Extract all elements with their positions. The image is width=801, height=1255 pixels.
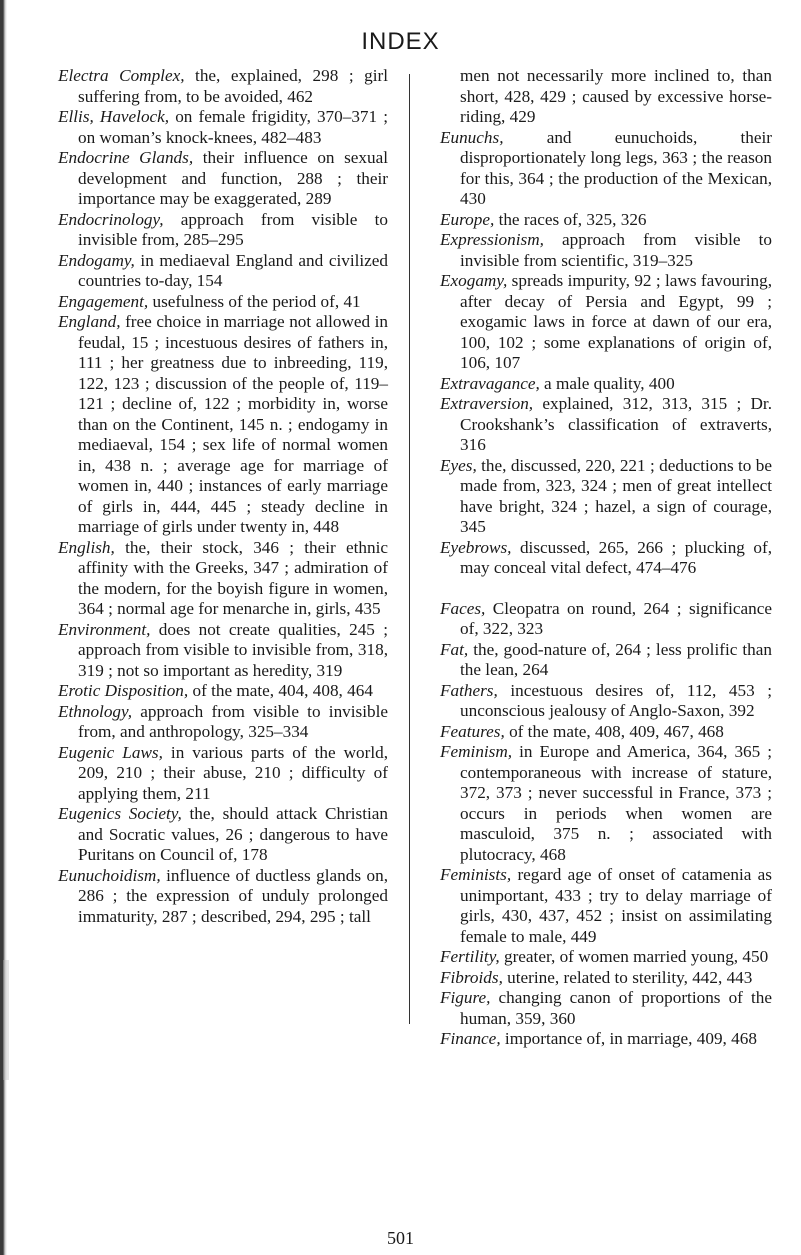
- index-entry: [58, 702, 388, 743]
- entry-text: the, good-nature of, 264 ; less prolific than the lean, 264: [460, 639, 772, 679]
- entry-text: in mediaeval England and civilized countries to-day, 154: [78, 250, 388, 290]
- entry-text: importance of, in marriage, 409, 468: [500, 1029, 757, 1048]
- entry-heading: Extraversion,: [440, 394, 534, 413]
- entry-heading: Fertility,: [440, 947, 500, 966]
- index-entry: [58, 66, 388, 107]
- entry-text: the, explained, 298 ; girl suffering from, to be avoided, 462: [78, 66, 388, 106]
- entry-heading: England,: [58, 312, 121, 331]
- index-entry: [440, 681, 772, 722]
- entry-heading: Engagement,: [58, 291, 149, 311]
- entry-text: spreads impurity, 92 ; laws favouring, after decay of Persia and Egypt, 99 ; exogamic laws in force at dawn of our era, 100, 102 ; some explanations of origin of, 106, 107: [460, 271, 772, 372]
- entry-heading: Figure,: [440, 988, 491, 1007]
- entry-text: the, should attack Christian and Socratic values, 26 ; dangerous to have Puritans on Council of, 178: [78, 804, 388, 864]
- index-entry: [58, 292, 388, 313]
- entry-text: greater, of women married young, 450: [499, 947, 769, 966]
- entry-text: approach from visible to invisible from scientific, 319–325: [460, 230, 772, 270]
- entry-heading: Endocrinology,: [58, 209, 164, 229]
- index-entry: [440, 394, 772, 456]
- entry-text: of the mate, 404, 408, 464: [188, 681, 373, 700]
- entry-text: influence of ductless glands on, 286 ; the expression of unduly prolonged immaturity, 287 ; described, 294, 295 ; tall: [78, 865, 388, 926]
- index-entry: [58, 312, 388, 538]
- entry-text: the, their stock, 346 ; their ethnic affinity with the Greeks, 347 ; admiration of the modern, for the boyish figure in women, 364 ; normal age for menarche in, girls, 435: [78, 537, 388, 618]
- entry-heading: Eunuchs,: [440, 127, 504, 147]
- entry-text: free choice in marriage not allowed in feudal, 15 ; incestuous desires of fathers in, 111 ; her greatness due to inbreeding, 119, 122, 123 ; discussion of the people of, 119–121 ; decline of, 122 ; morbidity in, worse than on the Continent, 145 n. ; endogamy in mediaeval, 154 ; sex life of normal women in, 438 n. ; average age for marriage of women in, 440 ; instances of early marriage of girls in, 444, 445 ; steady decline in marriage of girls under twenty in, 448: [78, 312, 388, 536]
- entry-heading: Feminists,: [440, 865, 512, 884]
- index-entry: [440, 722, 772, 743]
- index-entry: [440, 1029, 772, 1050]
- entry-text: changing canon of proportions of the human, 359, 360: [460, 988, 772, 1028]
- index-entry: [58, 538, 388, 620]
- index-entry: [58, 681, 388, 702]
- entry-heading: Endocrine Glands,: [58, 148, 194, 167]
- entry-heading: Eyebrows,: [440, 537, 512, 557]
- index-entry: [58, 107, 388, 148]
- entry-text: incestuous desires of, 112, 453 ; unconscious jealousy of Anglo-Saxon, 392: [460, 680, 772, 720]
- entry-heading: Extravagance,: [440, 373, 540, 393]
- entry-text: of the mate, 408, 409, 467, 468: [504, 721, 724, 741]
- entry-heading: Eugenic Laws,: [58, 742, 163, 762]
- index-column-left: [58, 66, 388, 927]
- entry-heading: Eunuchoidism,: [58, 865, 161, 885]
- index-column-right: [440, 66, 772, 1050]
- entry-text: usefulness of the period of, 41: [148, 291, 361, 311]
- index-entry: [440, 865, 772, 947]
- index-entry: [440, 128, 772, 210]
- index-entry: [440, 230, 772, 271]
- entry-heading: Features,: [440, 721, 505, 741]
- index-entry: [440, 374, 772, 395]
- entry-heading: Ellis, Havelock,: [58, 107, 170, 126]
- entry-heading: Fat,: [440, 639, 469, 659]
- entry-text: and eunuchoids, their disproportionately long legs, 363 ; the reason for this, 364 ; the production of the Mexican, 430: [460, 127, 772, 208]
- entry-heading: Erotic Disposition,: [58, 681, 189, 700]
- entry-text: uterine, related to sterility, 442, 443: [502, 967, 753, 987]
- index-entry: [440, 742, 772, 865]
- entry-heading: Finance,: [440, 1029, 501, 1048]
- index-entry: [58, 148, 388, 210]
- index-entry: [58, 866, 388, 928]
- page-title: INDEX: [361, 28, 440, 55]
- entry-heading: Faces,: [440, 598, 486, 618]
- entry-text: the races of, 325, 326: [494, 209, 647, 229]
- entry-text: in Europe and America, 364, 365 ; contemporaneous with increase of stature, 372, 373 ; never successful in France, 373 ; occurs in periods when women are masculoid, 375 n. ; associated with plutocracy, 468: [460, 742, 772, 864]
- index-entry: [58, 804, 388, 866]
- entry-heading: English,: [58, 537, 115, 557]
- entry-heading: Environment,: [58, 619, 151, 639]
- index-entry: [440, 640, 772, 681]
- index-entry: [440, 968, 772, 989]
- entry-heading: Eyes,: [440, 455, 477, 475]
- entry-text: regard age of onset of catamenia as unimportant, 433 ; try to delay marriage of girls, 430, 437, 452 ; insist on assimilating female to male, 449: [460, 865, 772, 946]
- index-entry-continuation: men not necessarily more inclined to, than short, 428, 429 ; caused by excessive horse-riding, 429: [460, 66, 772, 126]
- index-entry: [440, 271, 772, 374]
- index-entry: [440, 947, 772, 968]
- index-entry: [58, 620, 388, 682]
- entry-text: explained, 312, 313, 315 ; Dr. Crookshank’s classification of extraverts, 316: [460, 394, 772, 454]
- entry-text: discussed, 265, 266 ; plucking of, may conceal vital defect, 474–476: [460, 537, 772, 577]
- entry-text: approach from visible to invisible from, 285–295: [78, 209, 388, 249]
- index-entry: [440, 599, 772, 640]
- entry-heading: Fathers,: [440, 680, 498, 700]
- index-entry: [440, 538, 772, 579]
- entry-text: on female frigidity, 370–371 ; on woman’s knock-knees, 482–483: [78, 107, 388, 147]
- entry-text: their influence on sexual development and function, 288 ; their importance may be exaggerated, 289: [78, 148, 388, 208]
- entry-heading: Exogamy,: [440, 271, 508, 290]
- index-entry: [58, 251, 388, 292]
- entry-heading: Ethnology,: [58, 701, 132, 721]
- index-entry: [440, 988, 772, 1029]
- entry-heading: Feminism,: [440, 742, 513, 761]
- entry-text: does not create qualities, 245 ; approach from visible to invisible from, 318, 319 ; not so important as heredity, 319: [78, 619, 388, 680]
- entry-text: in various parts of the world, 209, 210 ; their abuse, 210 ; difficulty of applying them, 211: [78, 742, 388, 803]
- page-number: 501: [387, 1228, 414, 1248]
- entry-heading: Electra Complex,: [58, 66, 185, 85]
- entry-text: Cleopatra on round, 264 ; significance of, 322, 323: [460, 598, 772, 638]
- entry-heading: Fibroids,: [440, 967, 503, 987]
- column-divider: [409, 74, 410, 1024]
- entry-text: the, discussed, 220, 221 ; deductions to be made from, 323, 324 ; men of great intellect have bright, 324 ; hazel, a sign of courage, 345: [460, 455, 772, 536]
- index-entry: [58, 210, 388, 251]
- scan-edge-smudge: [3, 960, 9, 1080]
- index-entry: [58, 743, 388, 805]
- entry-heading: Expressionism,: [440, 230, 544, 249]
- entry-text: approach from visible to invisible from, and anthropology, 325–334: [78, 701, 388, 741]
- entry-heading: Endogamy,: [58, 250, 135, 270]
- entry-heading: Eugenics Society,: [58, 804, 182, 823]
- index-entry: [440, 210, 772, 231]
- entry-heading: Europe,: [440, 209, 495, 229]
- entry-text: a male quality, 400: [539, 373, 675, 393]
- index-entry: [440, 456, 772, 538]
